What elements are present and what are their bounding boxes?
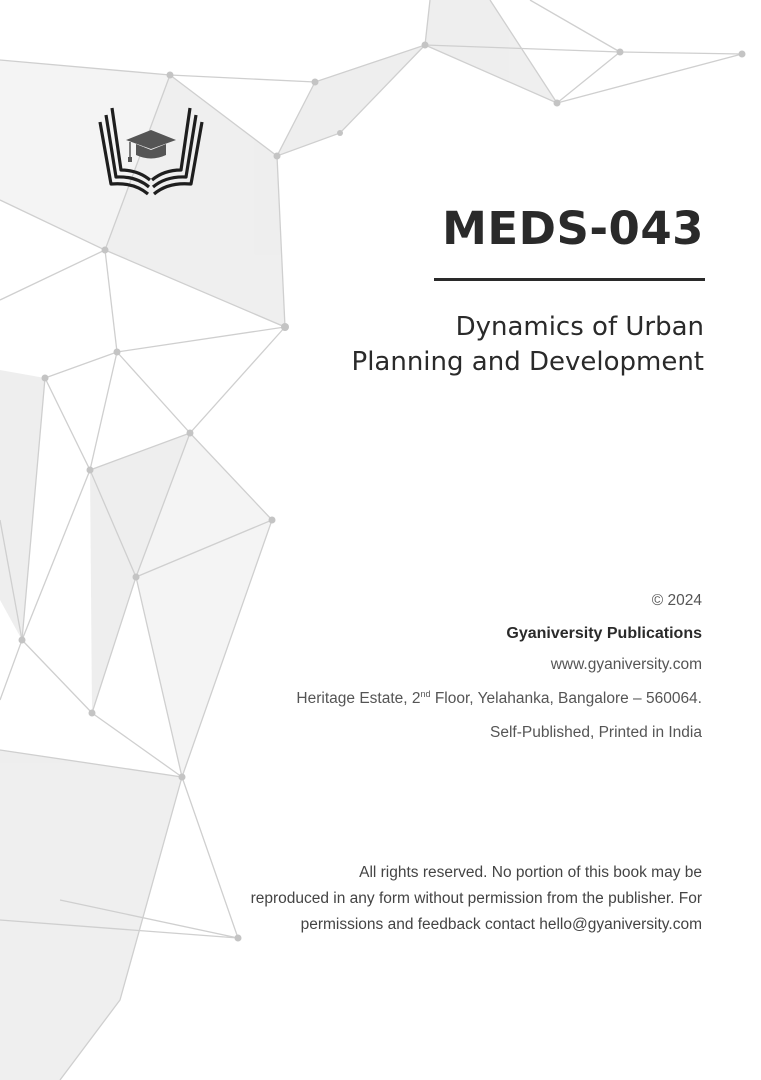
- address-start: Heritage Estate, 2: [296, 690, 421, 707]
- rights-line-2: reproduced in any form without permission from the publisher. For: [250, 890, 702, 907]
- rights-notice: [251, 860, 702, 938]
- book-title: [352, 310, 704, 380]
- address-end: Floor, Yelahanka, Bangalore – 560064.: [430, 690, 702, 707]
- title-line-1: Dynamics of Urban: [455, 312, 704, 342]
- copyright-year: © 2024: [651, 592, 702, 609]
- title-divider: [434, 278, 705, 281]
- publisher-website: www.gyaniversity.com: [550, 656, 702, 673]
- rights-line-1: All rights reserved. No portion of this book may be: [359, 864, 702, 881]
- title-line-2: Planning and Development: [351, 347, 704, 377]
- book-graduation-cap-icon: [86, 100, 216, 198]
- publisher-name: Gyaniversity Publications: [506, 625, 702, 642]
- course-code: MEDS-043: [442, 202, 704, 255]
- printed-note: Self-Published, Printed in India: [490, 724, 702, 741]
- address-superscript: nd: [420, 688, 431, 699]
- publisher-address: [296, 690, 702, 708]
- rights-line-3: permissions and feedback contact hello@gyaniversity.com: [300, 916, 702, 933]
